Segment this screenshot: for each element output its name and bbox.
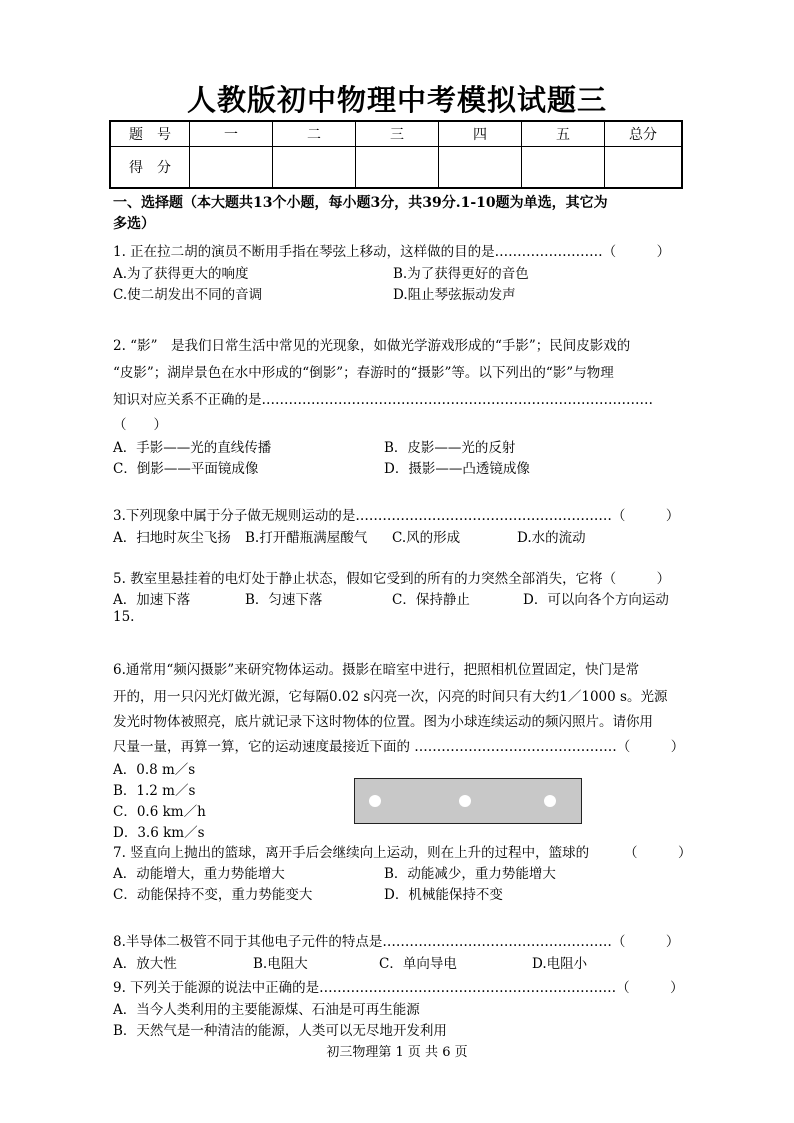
score-table-header-row — [110, 121, 682, 147]
q6-option-c: C．0.6 km／h — [113, 804, 206, 820]
q2-option-c: C．倒影——平面镜成像 — [113, 461, 259, 477]
q3-option-d: D.水的流动 — [517, 530, 586, 546]
q6-option-d: D．3.6 km／s — [113, 825, 205, 841]
question-3-stem: 3.下列现象中属于分子做无规则运动的是…………………………………………………（ ） — [113, 508, 680, 524]
score-cell[interactable] — [605, 147, 683, 189]
header-cell: 总分 — [605, 121, 683, 147]
header-cell: 题 号 — [110, 121, 190, 147]
q3-option-a: A．扫地时灰尘飞扬 — [113, 530, 231, 546]
score-cell[interactable] — [356, 147, 439, 189]
question-6-line: 6.通常用“频闪摄影”来研究物体运动。摄影在暗室中进行，把照相机位置固定，快门是常 — [113, 662, 640, 678]
q3-option-b: B.打开醋瓶满屋酸气 — [245, 530, 368, 546]
q6-option-a: A．0.8 m／s — [113, 762, 196, 778]
score-table — [109, 120, 683, 189]
question-6-line: 发光时物体被照亮，底片就记录下这时物体的位置。图为小球连续运动的频闪照片。请你用 — [113, 714, 653, 730]
q5-option-a: A．加速下落 — [113, 592, 191, 608]
page-footer: 初三物理第 1 页 共 6 页 — [326, 1045, 468, 1060]
q8-option-c: C．单向导电 — [379, 956, 457, 972]
section-heading: 多选） — [113, 216, 155, 232]
score-row-label: 得 分 — [110, 147, 190, 189]
ball-position-2 — [459, 795, 471, 807]
q5-option-d: D．可以向各个方向运动 — [523, 592, 669, 608]
ball-position-1 — [369, 795, 381, 807]
section-heading: 一、选择题（本大题共13个小题，每小题3分，共39分.1-10题为单选，其它为 — [113, 195, 608, 211]
q1-option-d: D.阻止琴弦振动发声 — [393, 287, 516, 303]
q3-option-c: C.风的形成 — [392, 530, 461, 546]
ball-position-3 — [544, 795, 556, 807]
strobe-photo-figure — [354, 778, 582, 824]
score-table-score-row — [110, 147, 682, 189]
header-cell: 三 — [356, 121, 439, 147]
q8-option-b: B.电阻大 — [253, 956, 308, 972]
q7-answer-paren: （ ） — [624, 845, 692, 861]
q5-option-c: C．保持静止 — [392, 592, 470, 608]
q6-option-b: B．1.2 m／s — [113, 783, 196, 799]
q1-option-c: C.使二胡发出不同的音调 — [113, 287, 263, 303]
question-2-line: （ ） — [113, 417, 167, 433]
header-cell: 二 — [273, 121, 356, 147]
q1-option-b: B.为了获得更好的音色 — [393, 266, 529, 282]
score-cell[interactable] — [522, 147, 605, 189]
q2-option-b: B．皮影——光的反射 — [384, 440, 516, 456]
question-2-line: 知识对应关系不正确的是…………………………………………………………………………… — [113, 392, 653, 408]
q8-option-a: A．放大性 — [113, 956, 177, 972]
page-title: 人教版初中物理中考模拟试题三 — [186, 83, 607, 117]
q7-option-d: D．机械能保持不变 — [384, 887, 503, 903]
score-cell[interactable] — [439, 147, 522, 189]
question-6-line: 尺量一量，再算一算，它的运动速度最接近下面的 ………………………………………（ ） — [113, 739, 685, 755]
score-cell[interactable] — [190, 147, 273, 189]
question-5-stem: 5. 教室里悬挂着的电灯处于静止状态，假如它受到的所有的力突然全部消失，它将（ ） — [113, 571, 671, 587]
q9-option-b: B．天然气是一种清洁的能源，人类可以无尽地开发利用 — [113, 1023, 447, 1039]
question-1-stem: 1. 正在拉二胡的演员不断用手指在琴弦上移动，这样做的目的是……………………（ ） — [113, 244, 671, 260]
question-2-line: “皮影”；湖岸景色在水中形成的“倒影”；春游时的“摄影”等。以下列出的“影”与物理 — [113, 365, 614, 381]
q5-option-b: B．匀速下落 — [245, 592, 323, 608]
score-cell[interactable] — [273, 147, 356, 189]
question-2-line: 2. “影” 是我们日常生活中常见的光现象，如做光学游戏形成的“手影”；民间皮影戏的 — [113, 338, 631, 354]
stray-number: 15. — [113, 609, 135, 625]
question-9-stem: 9. 下列关于能源的说法中正确的是…………………………………………………………（ ） — [113, 980, 684, 996]
q8-option-d: D.电阻小 — [532, 956, 588, 972]
q2-option-d: D．摄影——凸透镜成像 — [384, 461, 530, 477]
q2-option-a: A．手影——光的直线传播 — [113, 440, 272, 456]
q7-option-c: C．动能保持不变，重力势能变大 — [113, 887, 313, 903]
header-cell: 四 — [439, 121, 522, 147]
q1-option-a: A.为了获得更大的响度 — [113, 266, 249, 282]
header-cell: 一 — [190, 121, 273, 147]
header-cell: 五 — [522, 121, 605, 147]
question-7-stem: 7. 竖直向上抛出的篮球，离开手后会继续向上运动，则在上升的过程中，篮球的 — [113, 845, 590, 861]
q9-option-a: A．当今人类利用的主要能源煤、石油是可再生能源 — [113, 1002, 420, 1018]
question-8-stem: 8.半导体二极管不同于其他电子元件的特点是……………………………………………（ ） — [113, 934, 680, 950]
question-6-line: 开的，用一只闪光灯做光源，它每隔0.02 s闪亮一次，闪亮的时间只有大约1／1000 s。光源 — [113, 689, 668, 705]
q7-option-b: B．动能减少，重力势能增大 — [384, 866, 556, 882]
q7-option-a: A．动能增大，重力势能增大 — [113, 866, 285, 882]
